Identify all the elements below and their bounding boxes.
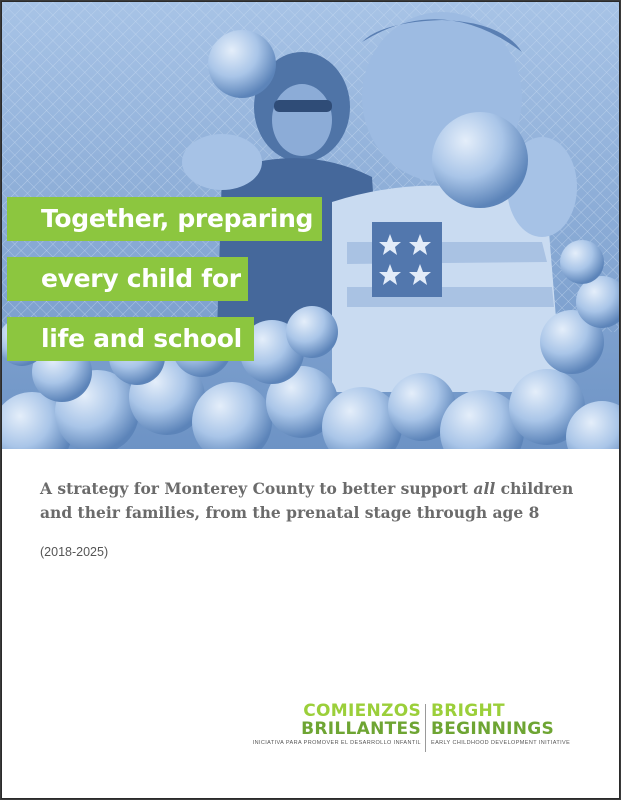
logo-en-word-2: BEGINNINGS bbox=[431, 719, 555, 739]
logo-en-word-1: BRIGHT bbox=[431, 701, 505, 721]
subtitle-emphasis: all bbox=[473, 479, 496, 498]
logo-english bbox=[431, 702, 570, 746]
logo-es-tagline: INICIATIVA PARA PROMOVER EL DESARROLLO INFANTIL bbox=[252, 740, 421, 746]
headline-line-3: life and school bbox=[7, 317, 254, 361]
headline-line-1: Together, preparing bbox=[7, 197, 322, 241]
logo-es-word-1: COMIENZOS bbox=[303, 701, 421, 721]
document-subtitle bbox=[40, 477, 600, 525]
headline-line-2: every child for bbox=[7, 257, 248, 301]
initiative-logo bbox=[252, 701, 586, 756]
cover-page bbox=[1, 1, 620, 799]
date-range: (2018-2025) bbox=[40, 545, 109, 559]
logo-spanish bbox=[253, 702, 421, 746]
subtitle-text-after: children and their families, from the prenatal stage through age 8 bbox=[40, 479, 574, 522]
subtitle-text-before: A strategy for Monterey County to better support bbox=[40, 479, 474, 498]
logo-divider bbox=[425, 704, 426, 752]
logo-en-tagline: EARLY CHILDHOOD DEVELOPMENT INITIATIVE bbox=[431, 740, 571, 746]
logo-es-word-2: BRILLANTES bbox=[301, 719, 421, 739]
